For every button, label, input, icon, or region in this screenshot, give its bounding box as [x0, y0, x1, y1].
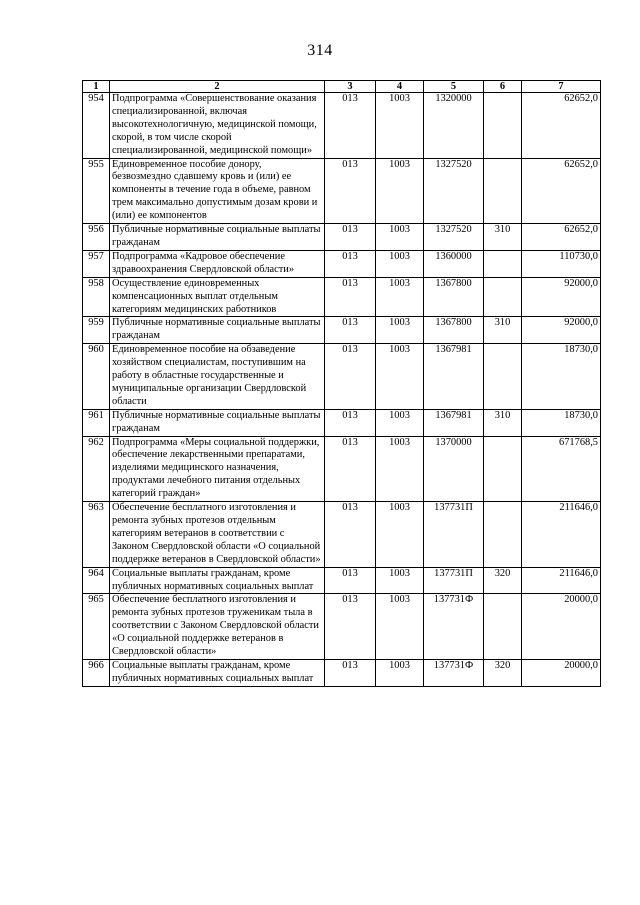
row-code-6: [484, 277, 522, 317]
row-code-4: 1003: [376, 502, 424, 568]
row-code-5: 1367981: [424, 344, 484, 410]
table-row: [83, 158, 601, 224]
row-name: Публичные нормативные социальные выплаты гражданам: [110, 317, 325, 344]
row-sum: 62652,0: [522, 224, 601, 251]
row-code-5: 137731Ф: [424, 594, 484, 660]
row-code-3: 013: [325, 277, 376, 317]
row-name: Публичные нормативные социальные выплаты гражданам: [110, 409, 325, 436]
row-code-3: 013: [325, 158, 376, 224]
row-number: 966: [83, 659, 110, 686]
row-number: 959: [83, 317, 110, 344]
row-name: Подпрограмма «Совершенствование оказания специализированной, включая высокотехнологичную, медицинской помощи, скорой, в том числе скорой специализированной, медицинской помощи»: [110, 93, 325, 159]
row-code-5: 1370000: [424, 436, 484, 502]
row-number: 958: [83, 277, 110, 317]
row-code-3: 013: [325, 224, 376, 251]
row-sum: 62652,0: [522, 158, 601, 224]
row-code-6: 320: [484, 659, 522, 686]
row-code-5: 1327520: [424, 158, 484, 224]
row-name: Осуществление единовременных компенсационных выплат отдельным категориям медицинских работников: [110, 277, 325, 317]
row-code-4: 1003: [376, 250, 424, 277]
row-code-3: 013: [325, 567, 376, 594]
row-number: 961: [83, 409, 110, 436]
row-code-4: 1003: [376, 567, 424, 594]
row-code-4: 1003: [376, 409, 424, 436]
row-sum: 62652,0: [522, 93, 601, 159]
header-col-3: 3: [325, 81, 376, 93]
header-col-2: 2: [110, 81, 325, 93]
table-row: [83, 224, 601, 251]
row-code-4: 1003: [376, 93, 424, 159]
row-code-6: [484, 344, 522, 410]
row-code-4: 1003: [376, 277, 424, 317]
row-code-3: 013: [325, 409, 376, 436]
row-code-6: 310: [484, 224, 522, 251]
row-code-5: 1320000: [424, 93, 484, 159]
row-code-5: 1367800: [424, 277, 484, 317]
row-code-6: [484, 250, 522, 277]
row-number: 954: [83, 93, 110, 159]
row-number: 964: [83, 567, 110, 594]
row-code-4: 1003: [376, 659, 424, 686]
row-number: 965: [83, 594, 110, 660]
table-row: [83, 409, 601, 436]
table-row: [83, 659, 601, 686]
row-code-3: 013: [325, 594, 376, 660]
row-number: 956: [83, 224, 110, 251]
row-code-3: 013: [325, 659, 376, 686]
row-code-6: [484, 502, 522, 568]
header-col-6: 6: [484, 81, 522, 93]
header-col-7: 7: [522, 81, 601, 93]
table-row: [83, 250, 601, 277]
row-code-5: 1360000: [424, 250, 484, 277]
header-col-1: 1: [83, 81, 110, 93]
row-name: Единовременное пособие донору, безвозмездно сдавшему кровь и (или) ее компоненты в течение года в объеме, равном трем максимально допустимым дозам крови и (или) ее компонентов: [110, 158, 325, 224]
row-code-6: [484, 158, 522, 224]
row-code-5: 1367800: [424, 317, 484, 344]
row-sum: 211646,0: [522, 502, 601, 568]
row-sum: 92000,0: [522, 317, 601, 344]
row-number: 963: [83, 502, 110, 568]
row-sum: 20000,0: [522, 659, 601, 686]
table-row: [83, 567, 601, 594]
row-code-3: 013: [325, 317, 376, 344]
row-name: Единовременное пособие на обзаведение хозяйством специалистам, поступившим на работу в областные государственные и муниципальные организации Свердловской области: [110, 344, 325, 410]
row-code-5: 137731П: [424, 567, 484, 594]
row-name: Подпрограмма «Меры социальной поддержки, обеспечение лекарственными препаратами, изделиями медицинского назначения, продуктами лечебного питания отдельных категорий граждан»: [110, 436, 325, 502]
row-code-5: 137731П: [424, 502, 484, 568]
row-sum: 20000,0: [522, 594, 601, 660]
table-row: [83, 93, 601, 159]
row-name: Социальные выплаты гражданам, кроме публичных нормативных социальных выплат: [110, 567, 325, 594]
row-sum: 18730,0: [522, 344, 601, 410]
row-name: Социальные выплаты гражданам, кроме публичных нормативных социальных выплат: [110, 659, 325, 686]
row-code-4: 1003: [376, 344, 424, 410]
row-number: 955: [83, 158, 110, 224]
row-code-4: 1003: [376, 317, 424, 344]
row-sum: 18730,0: [522, 409, 601, 436]
row-name: Обеспечение бесплатного изготовления и ремонта зубных протезов труженикам тыла в соответствии с Законом Свердловской области «О социальной поддержке ветеранов в Свердловской области»: [110, 594, 325, 660]
row-number: 957: [83, 250, 110, 277]
row-code-5: 1367981: [424, 409, 484, 436]
budget-table: [82, 80, 601, 687]
row-code-4: 1003: [376, 436, 424, 502]
row-code-3: 013: [325, 250, 376, 277]
table-row: [83, 317, 601, 344]
row-code-3: 013: [325, 344, 376, 410]
row-code-4: 1003: [376, 594, 424, 660]
table-row: [83, 594, 601, 660]
row-code-4: 1003: [376, 158, 424, 224]
row-code-6: [484, 594, 522, 660]
row-code-6: [484, 436, 522, 502]
row-code-5: 1327520: [424, 224, 484, 251]
row-code-6: 310: [484, 409, 522, 436]
header-row: [83, 81, 601, 93]
row-code-6: [484, 93, 522, 159]
row-code-3: 013: [325, 502, 376, 568]
row-name: Обеспечение бесплатного изготовления и ремонта зубных протезов отдельным категориям ветеранов в соответствии с Законом Свердловской области «О социальной поддержке ветеранов в Свердловской области»: [110, 502, 325, 568]
row-sum: 211646,0: [522, 567, 601, 594]
row-name: Подпрограмма «Кадровое обеспечение здравоохранения Свердловской области»: [110, 250, 325, 277]
table-row: [83, 436, 601, 502]
table-row: [83, 344, 601, 410]
row-code-4: 1003: [376, 224, 424, 251]
table-row: [83, 277, 601, 317]
row-code-3: 013: [325, 93, 376, 159]
row-name: Публичные нормативные социальные выплаты гражданам: [110, 224, 325, 251]
row-code-6: 320: [484, 567, 522, 594]
table-row: [83, 502, 601, 568]
row-sum: 92000,0: [522, 277, 601, 317]
row-number: 962: [83, 436, 110, 502]
row-code-5: 137731Ф: [424, 659, 484, 686]
page-number: 314: [307, 42, 333, 59]
header-col-4: 4: [376, 81, 424, 93]
row-sum: 671768,5: [522, 436, 601, 502]
row-number: 960: [83, 344, 110, 410]
row-sum: 110730,0: [522, 250, 601, 277]
header-col-5: 5: [424, 81, 484, 93]
row-code-3: 013: [325, 436, 376, 502]
row-code-6: 310: [484, 317, 522, 344]
